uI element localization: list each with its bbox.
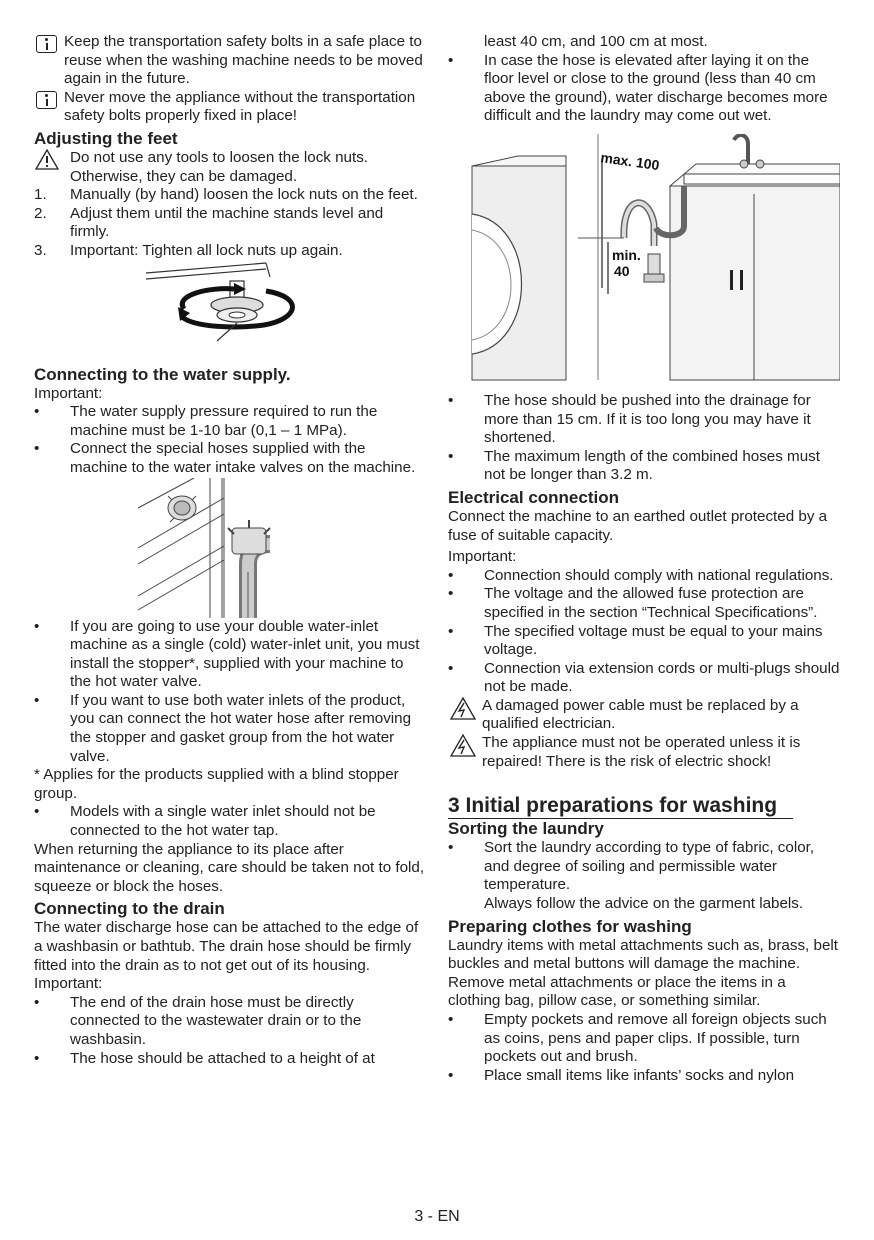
warning-icon — [34, 149, 70, 169]
list-item: 2. Adjust them until the machine stands level and firmly. — [34, 204, 384, 241]
left-column — [34, 33, 426, 1068]
list-item: • If you are going to use your double water-inlet machine as a single (cold) water-inlet unit, you must install the stopper*, supplied with your machine to the hot water valve. — [34, 617, 420, 691]
warning-note — [34, 149, 426, 186]
electric-warning-note — [448, 697, 840, 734]
electrical-text: Connect the machine to an earthed outlet protected by a fuse of suitable capacity. — [448, 507, 828, 544]
info-note-text: Never move the appliance without the transportation safety bolts properly fixed in place! — [64, 88, 416, 125]
drain-heading: Connecting to the drain — [34, 899, 225, 919]
info-icon — [34, 33, 64, 53]
electric-warning-text: The appliance must not be operated unless it is repaired! There is the risk of electric shock! — [482, 734, 801, 770]
drain-text: The water discharge hose can be attached to the edge of a washbasin or bathtub. The drain hose should be firmly fitted into the drain as to not get out of its housing. — [34, 919, 419, 974]
returning-note: When returning the appliance to its place after maintenance or cleaning, care should be taken not to fold, squeeze or block the hoses. — [34, 840, 425, 895]
list-item: • The hose should be pushed into the drainage for more than 15 cm. If it is too long you may have it shortened. — [448, 391, 811, 447]
drain-height-illustration — [448, 134, 840, 388]
list-item: • The specified voltage must be equal to your mains voltage. — [448, 622, 823, 659]
electric-warning-text: A damaged power cable must be replaced by a qualified electrician. — [482, 696, 799, 733]
list-item: • The maximum length of the combined hoses must not be longer than 3.2 m. — [448, 447, 820, 484]
list-item: • Models with a single water inlet should not be connected to the hot water tap. — [34, 803, 376, 840]
list-item: 3. Important: Tighten all lock nuts up again. — [34, 241, 343, 259]
list-item: 1. Manually (by hand) loosen the lock nuts on the feet. — [34, 186, 418, 204]
electric-shock-warning-icon — [448, 734, 482, 754]
list-item: • The hose should be attached to a height of at — [34, 1049, 375, 1067]
list-item-continuation: least 40 cm, and 100 cm at most. — [484, 33, 708, 50]
footnote: * Applies for the products supplied with a blind stopper group. — [34, 766, 399, 802]
info-note — [34, 89, 426, 126]
list-item: • Connect the special hoses supplied with the machine to the water intake valves on the machine. — [34, 440, 416, 476]
electric-warning-note — [448, 734, 840, 771]
list-item: • The voltage and the allowed fuse protection are specified in the section “Technical Specifications”. — [448, 585, 818, 621]
preparing-text: Laundry items with metal attachments such as, brass, belt buckles and metal buttons will damage the machine. Remove metal attachments or place the items in a clothing bag, pillow case, or something similar. — [448, 936, 838, 1010]
sorting-heading: Sorting the laundry — [448, 819, 604, 839]
list-item: • The end of the drain hose must be directly connected to the wastewater drain or to the washbasin. — [34, 993, 362, 1048]
info-note-text: Keep the transportation safety bolts in a safe place to reuse when the washing machine needs to be moved again in the future. — [64, 33, 423, 88]
list-item: • Connection via extension cords or multi-plugs should not be made. — [448, 659, 840, 696]
list-item: • If you want to use both water inlets of the product, you can connect the hot water hose after removing the stopper and gasket group from the hot water valve. — [34, 691, 412, 765]
feet-steps — [34, 186, 426, 260]
max-height-label: max. 100 — [599, 149, 661, 174]
warning-note-text: Do not use any tools to loosen the lock nuts. Otherwise, they can be damaged. — [70, 148, 369, 185]
list-item: • The water supply pressure required to run the machine must be 1-10 bar (0,1 – 1 MPa). — [34, 403, 378, 439]
list-item: • Connection should comply with national regulations. — [448, 566, 834, 584]
important-label: Important: — [34, 975, 103, 993]
list-item: • Place small items like infants’ socks and nylon — [448, 1066, 795, 1084]
water-intake-illustration — [34, 478, 426, 618]
list-item: • Empty pockets and remove all foreign objects such as coins, pens and paper clips. If possible, turn pockets out and brush. — [448, 1011, 827, 1066]
section-title: 3 Initial preparations for washing — [448, 793, 793, 819]
info-icon — [34, 89, 64, 109]
min-height-label: min. — [612, 246, 641, 263]
water-supply-heading: Connecting to the water supply. — [34, 364, 291, 384]
electric-shock-warning-icon — [448, 697, 482, 717]
feet-adjustment-illustration — [34, 261, 426, 361]
list-item: • Sort the laundry according to type of fabric, color, and degree of soiling and permissible water temperature. Always follow the advice on the garment labels. — [448, 839, 815, 913]
page-number: 3 - EN — [414, 1208, 460, 1225]
list-item: • In case the hose is elevated after laying it on the floor level or close to the ground (less than 40 cm above the ground), water discharge becomes more difficult and the laundry may come out wet. — [448, 51, 828, 125]
preparing-heading: Preparing clothes for washing — [448, 916, 692, 936]
right-column — [448, 33, 840, 1085]
info-note — [34, 33, 426, 89]
electrical-heading: Electrical connection — [448, 487, 619, 507]
feet-heading: Adjusting the feet — [34, 128, 178, 148]
important-label: Important: — [448, 548, 517, 566]
important-label: Important: — [34, 384, 103, 402]
min-height-value: 40 — [614, 262, 630, 279]
